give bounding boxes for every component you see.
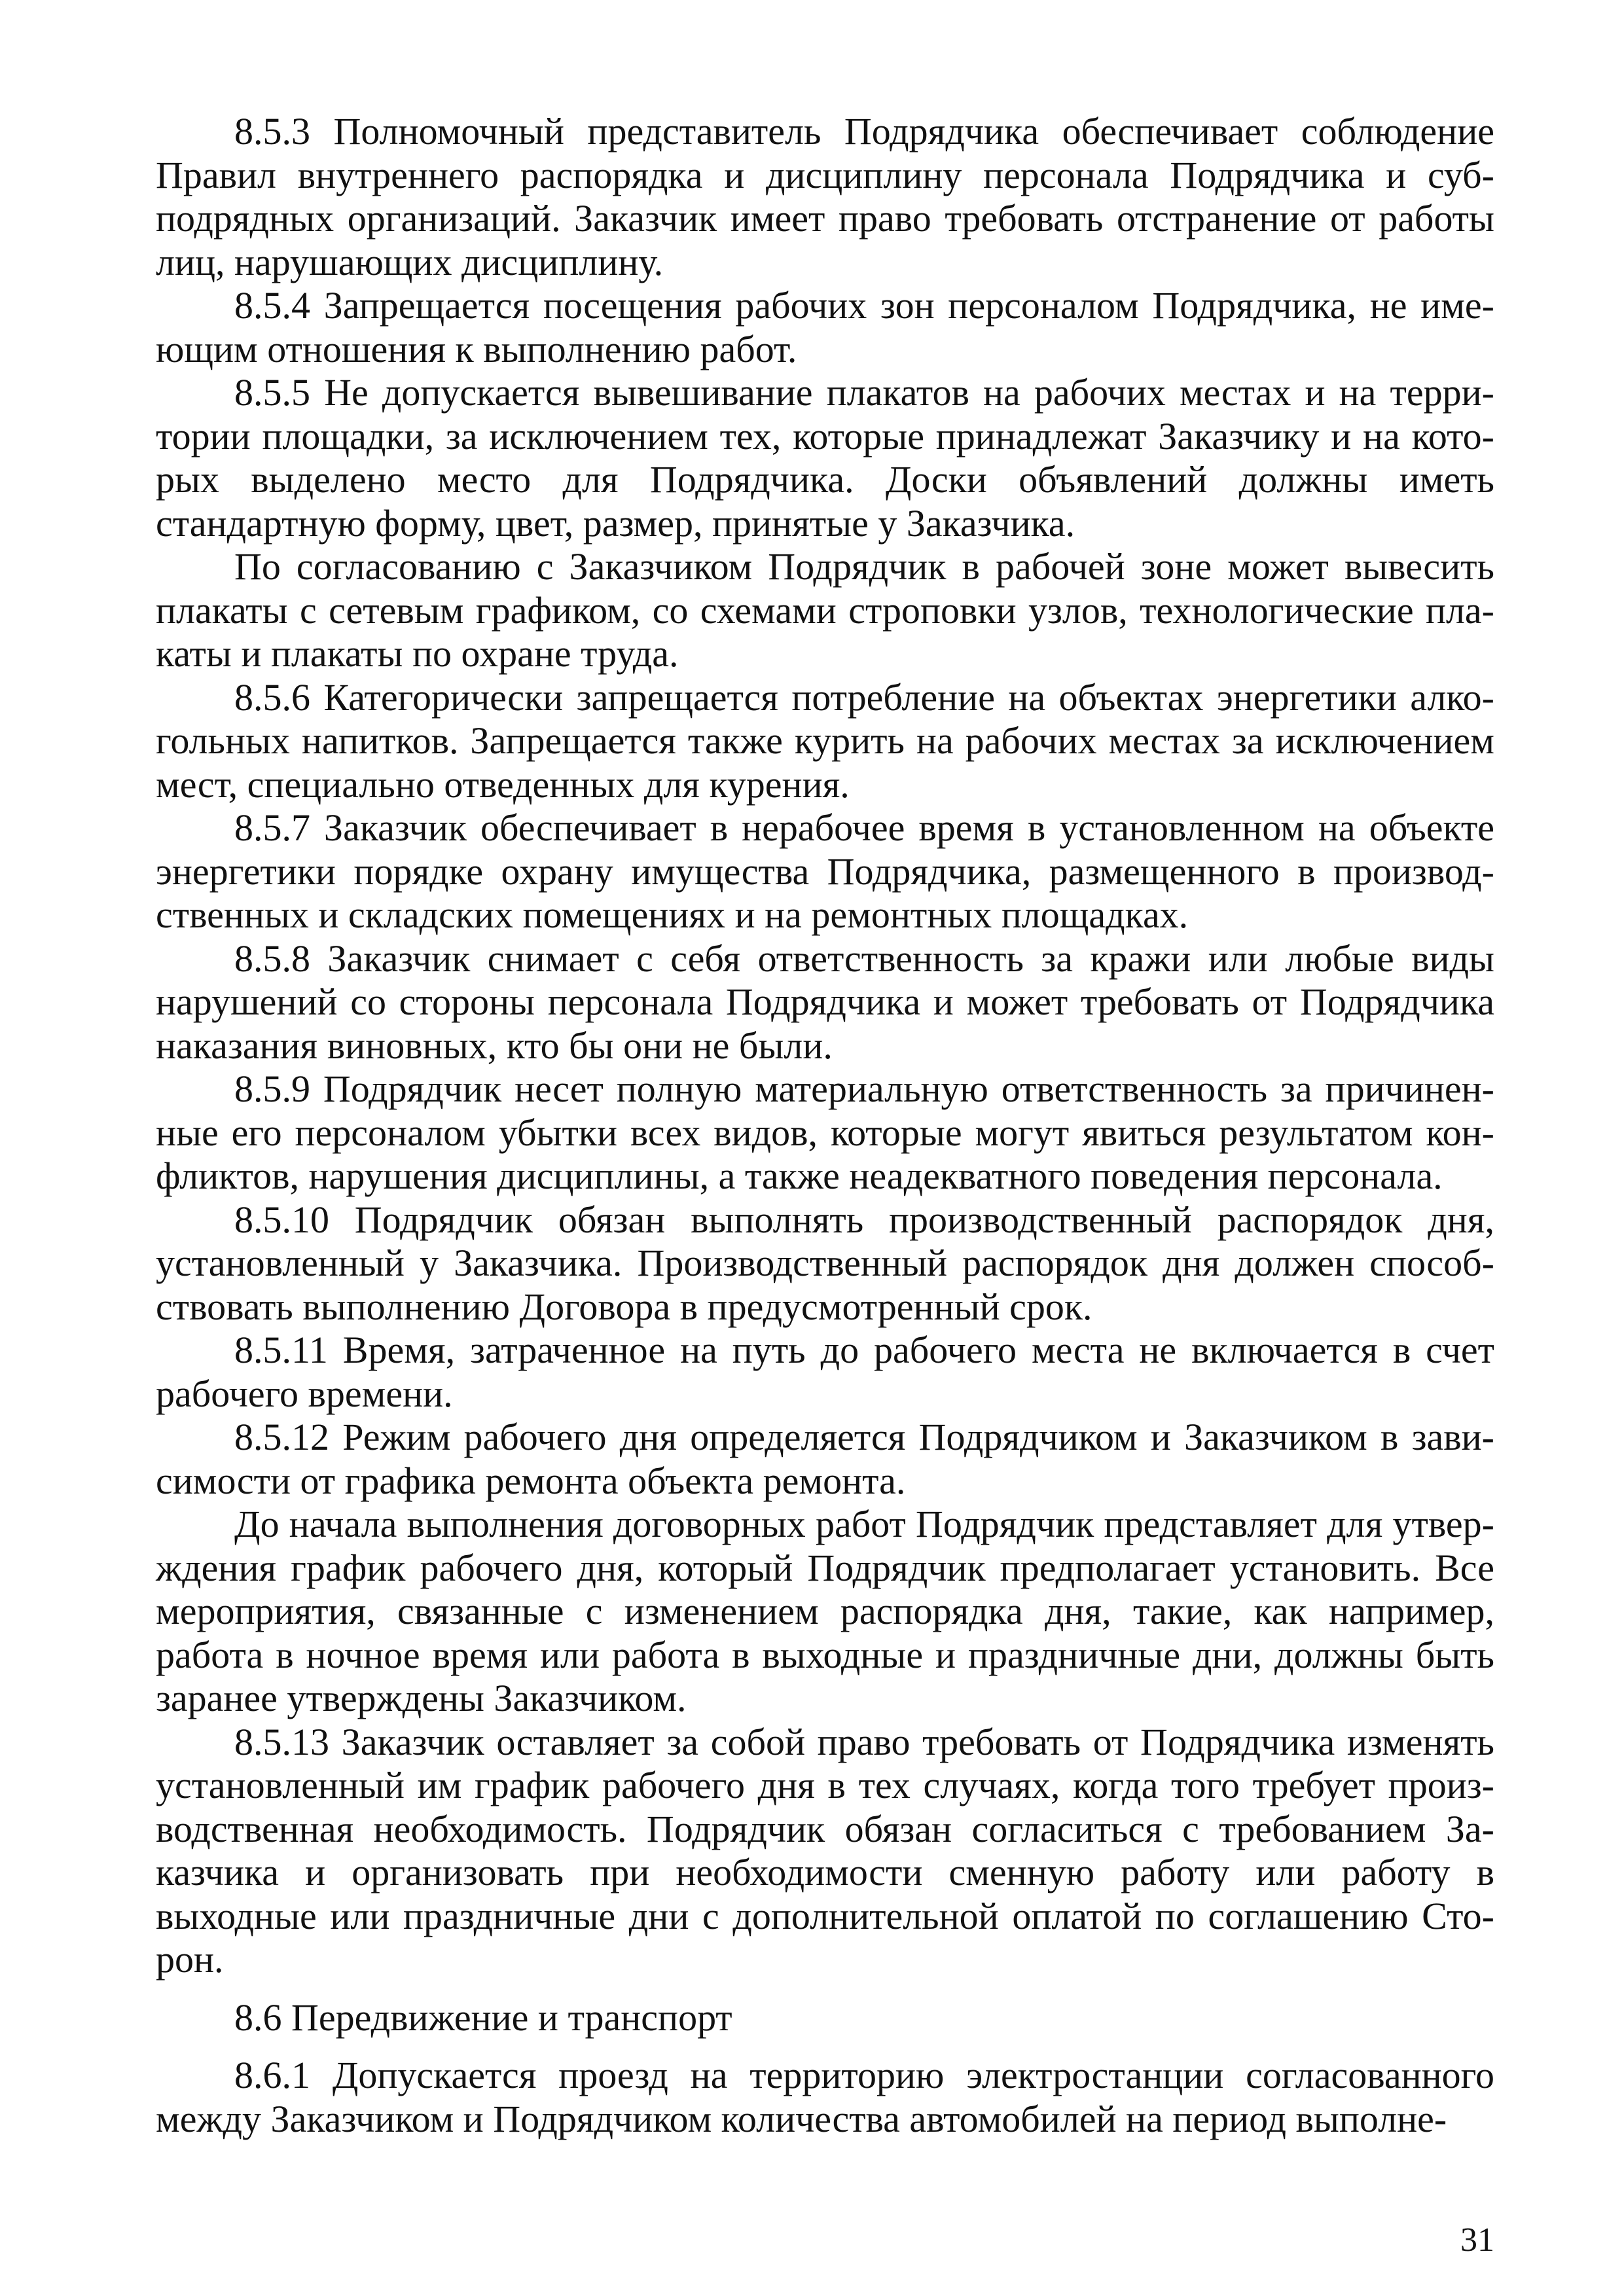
paragraph-8-5-7: 8.5.7 Заказчик обеспечивает в нерабочее время в установленном на объекте энергетики порядке охрану имущества Подрядчика, размещенного в производственных и складских помещениях и на ремонтных площадках.: [156, 806, 1494, 936]
paragraph-8-5-8: 8.5.8 Заказчик снимает с себя ответственность за кражи или любые виды нарушений со стороны персонала Подрядчика и может требовать от Подрядчика наказания виновных, кто бы они не были.: [156, 937, 1494, 1067]
page-body-text: [156, 110, 1494, 2141]
paragraph-8-5-4: 8.5.4 Запрещается посещения рабочих зон персоналом Подрядчика, не имеющим отношения к выполнению работ.: [156, 284, 1494, 370]
paragraph-8-6-1: 8.6.1 Допускается проезд на территорию электростанции согласованного между Заказчиком и Подрядчиком количества автомобилей на период выполне-: [156, 2054, 1494, 2140]
paragraph-8-5-13: 8.5.13 Заказчик оставляет за собой право требовать от Подрядчика изменять установленный им график рабочего дня в тех случаях, когда того требует производственная необходимость. Подрядчик обязан согласиться с требованием Заказчика и организовать при необходимости сменную работу или работу в выходные или праздничные дни с дополнительной оплатой по соглашению Сторон.: [156, 1720, 1494, 1981]
paragraph-8-5-3: 8.5.3 Полномочный представитель Подрядчика обеспечивает соблюдение Правил внутреннего распорядка и дисциплину персонала Подрядчика и субподрядных организаций. Заказчик имеет право требовать отстранение от работы лиц, нарушающих дисциплину.: [156, 110, 1494, 283]
paragraph-8-5-11: 8.5.11 Время, затраченное на путь до рабочего места не включается в счет рабочего времени.: [156, 1329, 1494, 1415]
paragraph-work-schedule: До начала выполнения договорных работ Подрядчик представляет для утверждения график рабочего дня, который Подрядчик предполагает установить. Все мероприятия, связанные с изменением распорядка дня, такие, как например, работа в ночное время или работа в выходные и праздничные дни, должны быть заранее утверждены Заказчиком.: [156, 1503, 1494, 1719]
page-number: 31: [1460, 2221, 1494, 2259]
paragraph-posters-agreement: По согласованию с Заказчиком Подрядчик в рабочей зоне может вывесить плакаты с сетевым графиком, со схемами строповки узлов, технологические плакаты и плакаты по охране труда.: [156, 545, 1494, 675]
paragraph-8-5-12: 8.5.12 Режим рабочего дня определяется Подрядчиком и Заказчиком в зависимости от графика ремонта объекта ремонта.: [156, 1416, 1494, 1502]
paragraph-8-5-5: 8.5.5 Не допускается вывешивание плакатов на рабочих местах и на территории площадки, за исключением тех, которые принадлежат Заказчику и на которых выделено место для Подрядчика. Доски объявлений должны иметь стандартную форму, цвет, размер, принятые у Заказчика.: [156, 371, 1494, 545]
section-heading-8-6: 8.6 Передвижение и транспорт: [234, 1996, 732, 2039]
paragraph-8-5-10: 8.5.10 Подрядчик обязан выполнять производственный распорядок дня, установленный у Заказчика. Производственный распорядок дня должен способствовать выполнению Договора в предусмотренный срок.: [156, 1198, 1494, 1328]
paragraph-8-5-6: 8.5.6 Категорически запрещается потребление на объектах энергетики алкогольных напитков. Запрещается также курить на рабочих местах за исключением мест, специально отведенных для курения.: [156, 675, 1494, 806]
paragraph-8-5-9: 8.5.9 Подрядчик несет полную материальную ответственность за причиненные его персоналом убытки всех видов, которые могут явиться результатом конфликтов, нарушения дисциплины, а также неадекватного поведения персонала.: [156, 1067, 1494, 1197]
